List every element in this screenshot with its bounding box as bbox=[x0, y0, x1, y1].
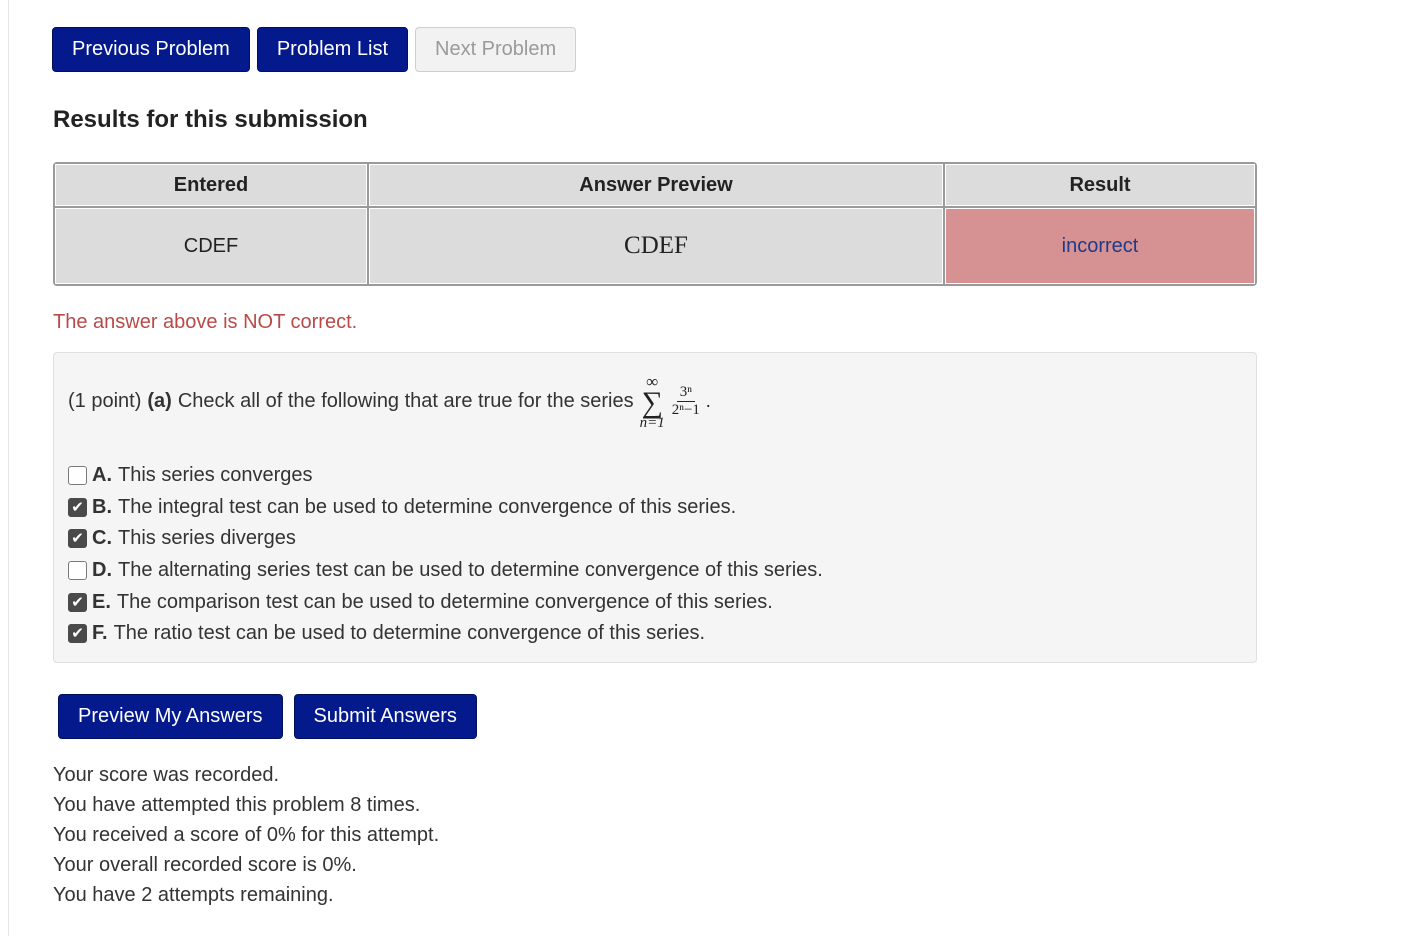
problem-prompt bbox=[68, 373, 710, 431]
series-fraction bbox=[669, 384, 703, 419]
attempts-text: You have attempted this problem 8 times. bbox=[53, 794, 421, 816]
attempt-score-text: You received a score of 0% for this attempt. bbox=[53, 824, 440, 846]
submit-answers-button[interactable]: Submit Answers bbox=[294, 694, 477, 739]
choice-f-checkbox[interactable]: ✔ bbox=[68, 624, 87, 643]
choice-letter: D. bbox=[92, 559, 112, 582]
choice-text: The comparison test can be used to determine convergence of this series. bbox=[116, 590, 773, 613]
answer-preview-header: Answer Preview bbox=[369, 164, 943, 206]
sigma-symbol: ∑ bbox=[641, 386, 663, 419]
entered-cell: CDEF bbox=[55, 208, 367, 284]
problem-text: Check all of the following that are true for the series bbox=[177, 390, 634, 413]
choice-c-checkbox[interactable]: ✔ bbox=[68, 529, 87, 548]
next-problem-button: Next Problem bbox=[415, 27, 576, 72]
choice-text: This series converges bbox=[118, 464, 313, 487]
summation-upper-limit: ∞ bbox=[646, 372, 659, 391]
left-edge-divider bbox=[0, 0, 9, 936]
previous-problem-button[interactable]: Previous Problem bbox=[52, 27, 250, 72]
choice-letter: C. bbox=[92, 527, 112, 550]
problem-box bbox=[53, 352, 1257, 663]
answer-actions bbox=[58, 694, 477, 739]
preview-my-answers-button[interactable]: Preview My Answers bbox=[58, 694, 283, 739]
choice-d-checkbox[interactable] bbox=[68, 561, 87, 580]
choice-text: The alternating series test can be used to determine convergence of this series. bbox=[118, 559, 823, 582]
results-header-row bbox=[55, 164, 1255, 206]
choice-f[interactable] bbox=[68, 618, 823, 650]
choice-e-checkbox[interactable]: ✔ bbox=[68, 593, 87, 612]
choice-e[interactable] bbox=[68, 586, 823, 618]
choice-letter: F. bbox=[92, 622, 108, 645]
problem-list-button[interactable]: Problem List bbox=[257, 27, 408, 72]
incorrect-message: The answer above is NOT correct. bbox=[53, 311, 358, 333]
summation-lower-limit: n=1 bbox=[639, 414, 665, 431]
results-row bbox=[55, 208, 1255, 284]
choice-list bbox=[68, 460, 823, 650]
choice-a[interactable] bbox=[68, 460, 823, 492]
fraction-numerator: 3ⁿ bbox=[677, 384, 695, 402]
score-recorded-text: Your score was recorded. bbox=[53, 764, 280, 786]
choice-letter: B. bbox=[92, 495, 112, 518]
choice-d[interactable] bbox=[68, 555, 823, 587]
results-title: Results for this submission bbox=[53, 106, 368, 133]
choice-b-checkbox[interactable]: ✔ bbox=[68, 498, 87, 517]
choice-text: The ratio test can be used to determine convergence of this series. bbox=[113, 622, 705, 645]
entered-header: Entered bbox=[55, 164, 367, 206]
fraction-denominator: 2ⁿ−1 bbox=[671, 402, 700, 419]
remaining-attempts-text: You have 2 attempts remaining. bbox=[53, 884, 334, 906]
choice-c[interactable] bbox=[68, 523, 823, 555]
choice-a-checkbox[interactable] bbox=[68, 466, 87, 485]
choice-b[interactable] bbox=[68, 492, 823, 524]
problem-points: (1 point) bbox=[68, 390, 142, 413]
result-cell: incorrect bbox=[945, 208, 1255, 284]
choice-text: The integral test can be used to determine convergence of this series. bbox=[118, 495, 737, 518]
result-header: Result bbox=[945, 164, 1255, 206]
choice-letter: A. bbox=[92, 464, 112, 487]
problem-part: (a) bbox=[147, 390, 172, 413]
results-table bbox=[53, 162, 1257, 286]
choice-letter: E. bbox=[92, 590, 111, 613]
summation bbox=[640, 373, 665, 431]
overall-score-text: Your overall recorded score is 0%. bbox=[53, 854, 357, 876]
formula-period: . bbox=[705, 391, 711, 412]
choice-text: This series diverges bbox=[118, 527, 296, 550]
problem-navigation bbox=[52, 27, 576, 72]
series-formula bbox=[640, 373, 711, 431]
score-status bbox=[53, 762, 439, 912]
answer-preview-cell: CDEF bbox=[369, 208, 943, 284]
